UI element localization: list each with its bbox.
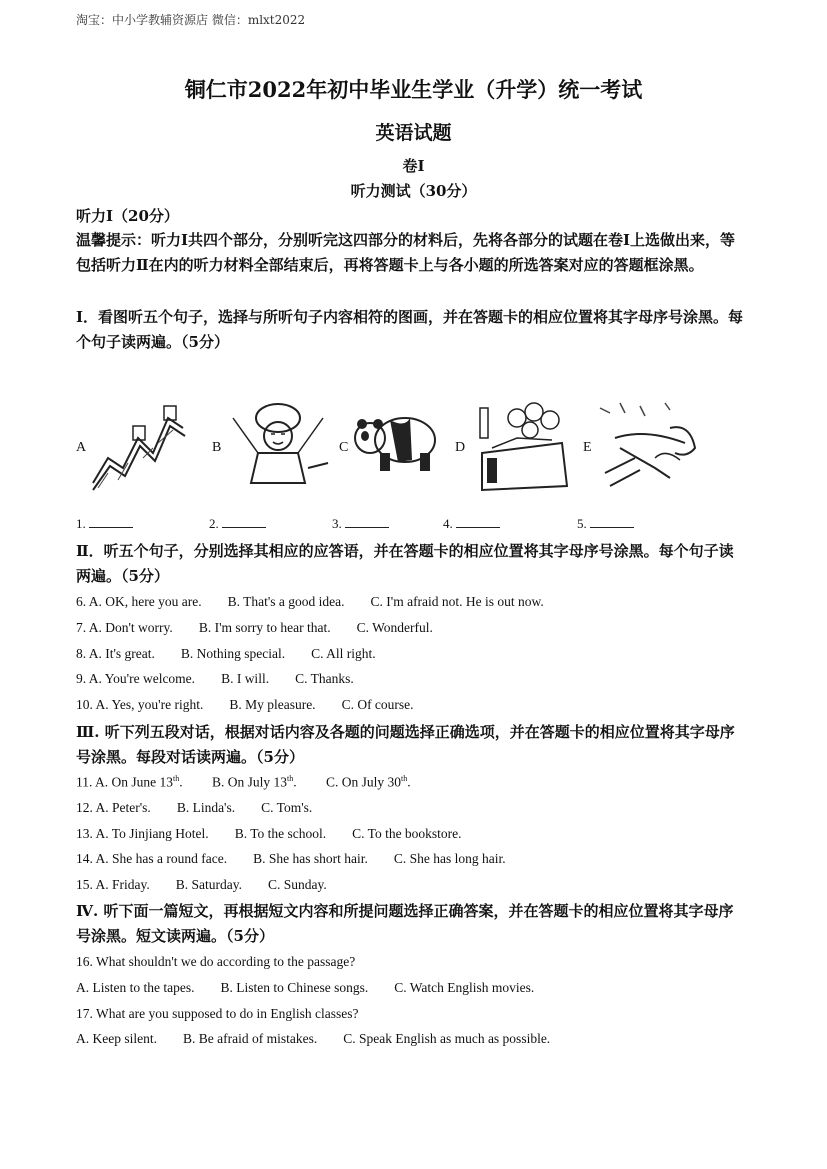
question-10: 10. A. Yes, you're right. B. My pleasure. C. Of course. [76, 697, 414, 712]
question-9: 9. A. You're welcome. B. I will. C. Thanks. [76, 671, 354, 686]
exam-title: 铜仁市2022年初中毕业生学业（升学）统一考试 [184, 77, 643, 102]
blank-line [345, 517, 389, 528]
picture-label-e: E [583, 440, 592, 455]
question-16-stem: 16. What shouldn't we do according to the passage? [76, 954, 356, 969]
listening-test-heading: 听力测试（30分） [350, 182, 477, 200]
question-6: 6. A. OK, here you are. B. That's a good idea. C. I'm afraid not. He is out now. [76, 594, 544, 609]
answer-blank-1: 1. [76, 516, 133, 532]
dragon-boat-icon [595, 398, 705, 493]
question-8: 8. A. It's great. B. Nothing special. C. All right. [76, 646, 376, 661]
question-17-stem: 17. What are you supposed to do in English classes? [76, 1006, 359, 1021]
blank-line [89, 517, 133, 528]
blank-line [222, 517, 266, 528]
header-watermark: 淘宝：中小学教辅资源店 微信：mlxt2022 [76, 13, 306, 27]
part1-instruction: Ⅰ．看图听五个句子，选择与所听句子内容相符的图画，并在答题卡的相应位置将其字母序号涂黑。每个句子读两遍。（5分） [76, 308, 744, 351]
question-15: 15. A. Friday. B. Saturday. C. Sunday. [76, 877, 327, 892]
picture-label-d: D [455, 440, 466, 455]
panda-icon [350, 398, 440, 478]
picture-label-a: A [76, 440, 87, 455]
blank-line [456, 517, 500, 528]
question-12: 12. A. Peter's. B. Linda's. C. Tom's. [76, 800, 313, 815]
question-7: 7. A. Don't worry. B. I'm sorry to hear that. C. Wonderful. [76, 620, 433, 635]
listening1-heading: 听力Ⅰ（20分） [76, 207, 179, 225]
peking-opera-icon [223, 398, 333, 493]
answer-blank-2: 2. [209, 516, 266, 532]
answer-blank-3: 3. [332, 516, 389, 532]
picture-label-b: B [212, 440, 222, 455]
picture-label-c: C [339, 440, 349, 455]
building-balloons-icon [472, 398, 572, 493]
question-11: 11. A. On June 13th. B. On July 13th. C. On July 30th. [76, 774, 411, 790]
great-wall-icon [88, 398, 188, 493]
volume-label: 卷Ⅰ [402, 157, 425, 175]
question-14: 14. A. She has a round face. B. She has short hair. C. She has long hair. [76, 851, 506, 866]
answer-blank-4: 4. [443, 516, 500, 532]
blank-line [590, 517, 634, 528]
part3-instruction: Ⅲ. 听下列五段对话，根据对话内容及各题的问题选择正确选项，并在答题卡的相应位置将其字母序号涂黑。每段对话读两遍。（5分） [76, 723, 735, 766]
question-13: 13. A. To Jinjiang Hotel. B. To the school. C. To the bookstore. [76, 826, 462, 841]
answer-blank-5: 5. [577, 516, 634, 532]
listening1-tip: 温馨提示：听力Ⅰ共四个部分，分别听完这四部分的材料后，先将各部分的试题在卷Ⅰ上选做出来，等包括听力Ⅱ在内的听力材料全部结束后，再将答题卡上与各小题的所选答案对应的答题框涂黑。 [76, 231, 736, 274]
question-17-options: A. Keep silent. B. Be afraid of mistakes. C. Speak English as much as possible. [76, 1031, 551, 1046]
subject-title: 英语试题 [375, 122, 452, 144]
question-16-options: A. Listen to the tapes. B. Listen to Chinese songs. C. Watch English movies. [76, 980, 535, 995]
part4-instruction: Ⅳ. 听下面一篇短文，再根据短文内容和所提问题选择正确答案，并在答题卡的相应位置将其字母序号涂黑。短文读两遍。（5分） [76, 902, 734, 945]
part2-instruction: Ⅱ．听五个句子，分别选择其相应的应答语，并在答题卡的相应位置将其字母序号涂黑。每个句子读两遍。（5分） [76, 542, 734, 585]
